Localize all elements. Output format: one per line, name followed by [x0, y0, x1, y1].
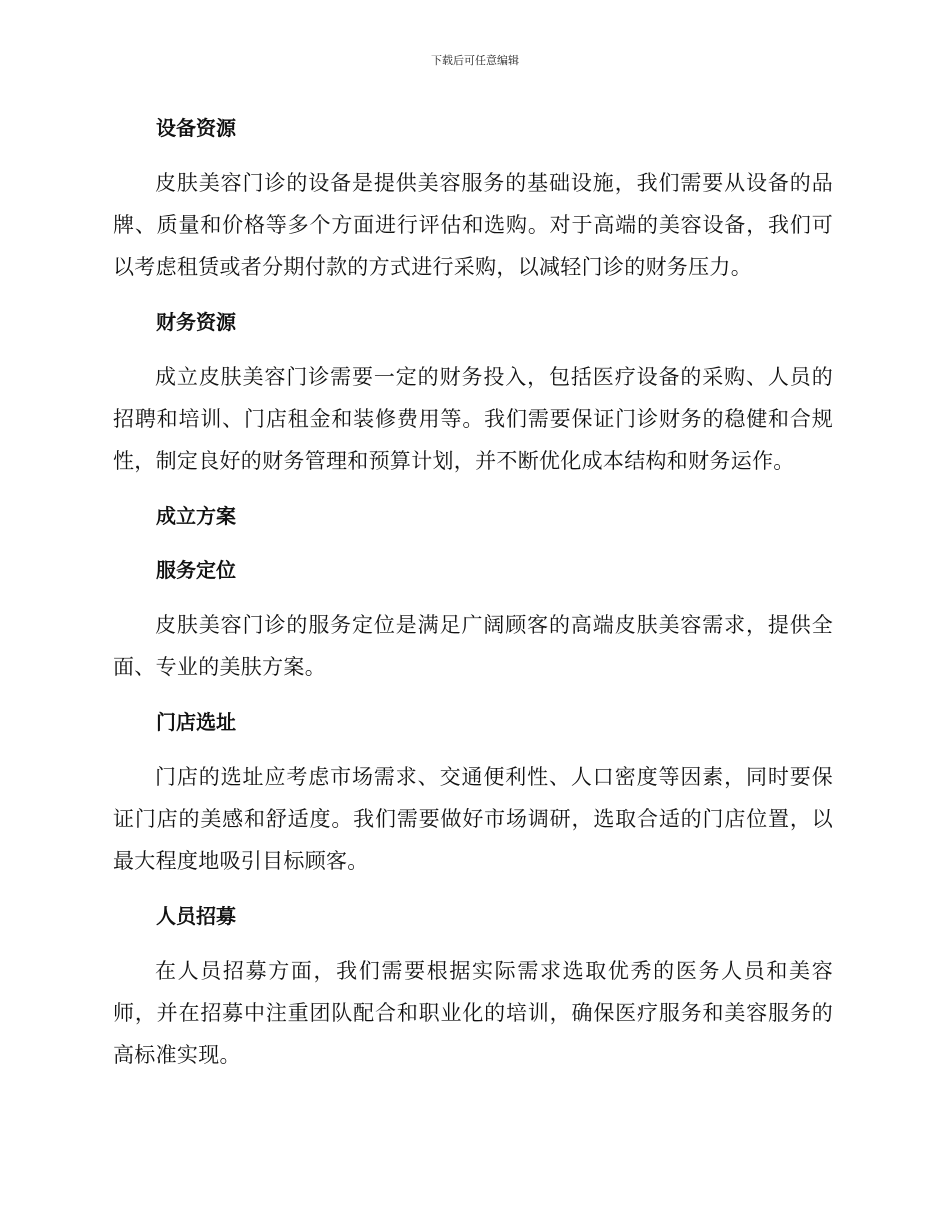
page-header-note: 下载后可任意编辑: [431, 54, 519, 67]
section-paragraph-location: 门店的选址应考虑市场需求、交通便利性、人口密度等因素，同时要保证门店的美感和舒适度。我们需要做好市场调研，选取合适的门店位置，以最大程度地吸引目标顾客。: [113, 765, 833, 873]
document-body: [113, 108, 833, 1076]
section-paragraph-equipment: 皮肤美容门诊的设备是提供美容服务的基础设施，我们需要从设备的品牌、质量和价格等多个方面进行评估和选购。对于高端的美容设备，我们可以考虑租赁或者分期付款的方式进行采购，以减轻门诊的财务压力。: [113, 171, 833, 279]
section-heading-plan: 成立方案: [156, 504, 236, 528]
section-heading-equipment: 设备资源: [156, 116, 236, 140]
section-heading-location: 门店选址: [156, 710, 236, 734]
section-paragraph-recruitment: 在人员招募方面，我们需要根据实际需求选取优秀的医务人员和美容师，并在招募中注重团队配合和职业化的培训，确保医疗服务和美容服务的高标准实现。: [113, 959, 833, 1067]
section-heading-recruitment: 人员招募: [156, 904, 236, 928]
section-paragraph-positioning: 皮肤美容门诊的服务定位是满足广阔顾客的高端皮肤美容需求，提供全面、专业的美肤方案。: [113, 613, 833, 679]
section-heading-positioning: 服务定位: [156, 558, 236, 582]
section-heading-finance: 财务资源: [156, 310, 236, 334]
section-paragraph-finance: 成立皮肤美容门诊需要一定的财务投入，包括医疗设备的采购、人员的招聘和培训、门店租金和装修费用等。我们需要保证门诊财务的稳健和合规性，制定良好的财务管理和预算计划，并不断优化成本结构和财务运作。: [113, 365, 833, 473]
